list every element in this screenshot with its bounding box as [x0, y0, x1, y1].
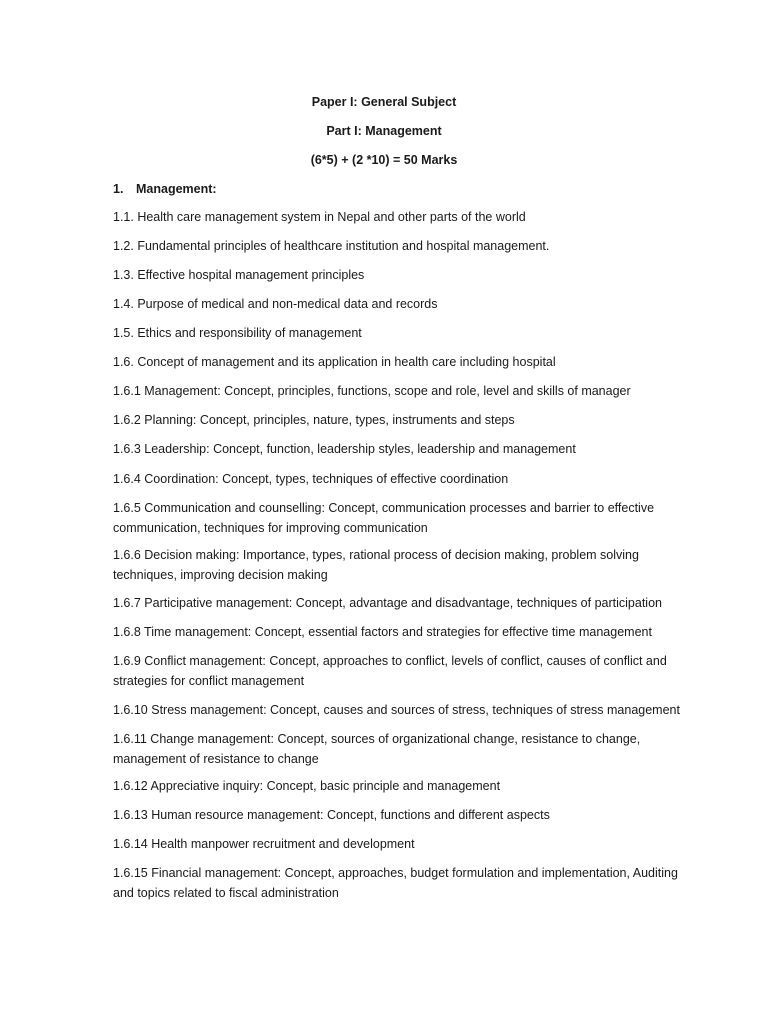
list-item: 1.6.10 Stress management: Concept, causes and sources of stress, techniques of stress management [113, 703, 680, 717]
list-item: 1.6.6 Decision making: Importance, types, rational process of decision making, problem solving techniques, improving decision making [113, 548, 639, 582]
list-item: 1.6.12 Appreciative inquiry: Concept, basic principle and management [113, 779, 501, 793]
list-item: 1.6.15 Financial management: Concept, approaches, budget formulation and implementation, Auditing and topics related to fiscal administration [113, 866, 678, 900]
list-item: 1.6.8 Time management: Concept, essential factors and strategies for effective time management [113, 625, 652, 639]
paper-title: Paper I: General Subject [311, 95, 457, 109]
list-item: 1.6.2 Planning: Concept, principles, nature, types, instruments and steps [113, 413, 515, 427]
list-item: 1.6.3 Leadership: Concept, function, leadership styles, leadership and management [113, 442, 576, 456]
list-item: 1.6.5 Communication and counselling: Concept, communication processes and barrier to effective communication, techniques for improving communication [113, 501, 655, 535]
section-title: Management: [136, 182, 217, 196]
list-item: 1.6.4 Coordination: Concept, types, techniques of effective coordination [113, 472, 509, 486]
part-title: Part I: Management [326, 124, 442, 138]
list-item: 1.6.13 Human resource management: Concept, functions and different aspects [113, 808, 550, 822]
list-item: 1.2. Fundamental principles of healthcare institution and hospital management. [113, 239, 550, 253]
list-item: 1.6. Concept of management and its application in health care including hospital [113, 355, 556, 369]
list-item: 1.6.14 Health manpower recruitment and development [113, 837, 415, 851]
section-heading [113, 182, 217, 197]
list-item: 1.5. Ethics and responsibility of management [113, 326, 362, 340]
list-item: 1.4. Purpose of medical and non-medical data and records [113, 297, 438, 311]
list-item: 1.6.7 Participative management: Concept, advantage and disadvantage, techniques of participation [113, 596, 662, 610]
list-item: 1.6.11 Change management: Concept, sources of organizational change, resistance to change, management of resistance to change [113, 732, 641, 766]
marks-line: (6*5) + (2 *10) = 50 Marks [310, 153, 458, 167]
list-item: 1.6.9 Conflict management: Concept, approaches to conflict, levels of conflict, causes of conflict and strategies for conflict management [113, 654, 667, 688]
section-number: 1. [113, 182, 124, 196]
list-item: 1.3. Effective hospital management principles [113, 268, 365, 282]
list-item: 1.6.1 Management: Concept, principles, functions, scope and role, level and skills of manager [113, 384, 631, 398]
list-item: 1.1. Health care management system in Nepal and other parts of the world [113, 210, 526, 224]
